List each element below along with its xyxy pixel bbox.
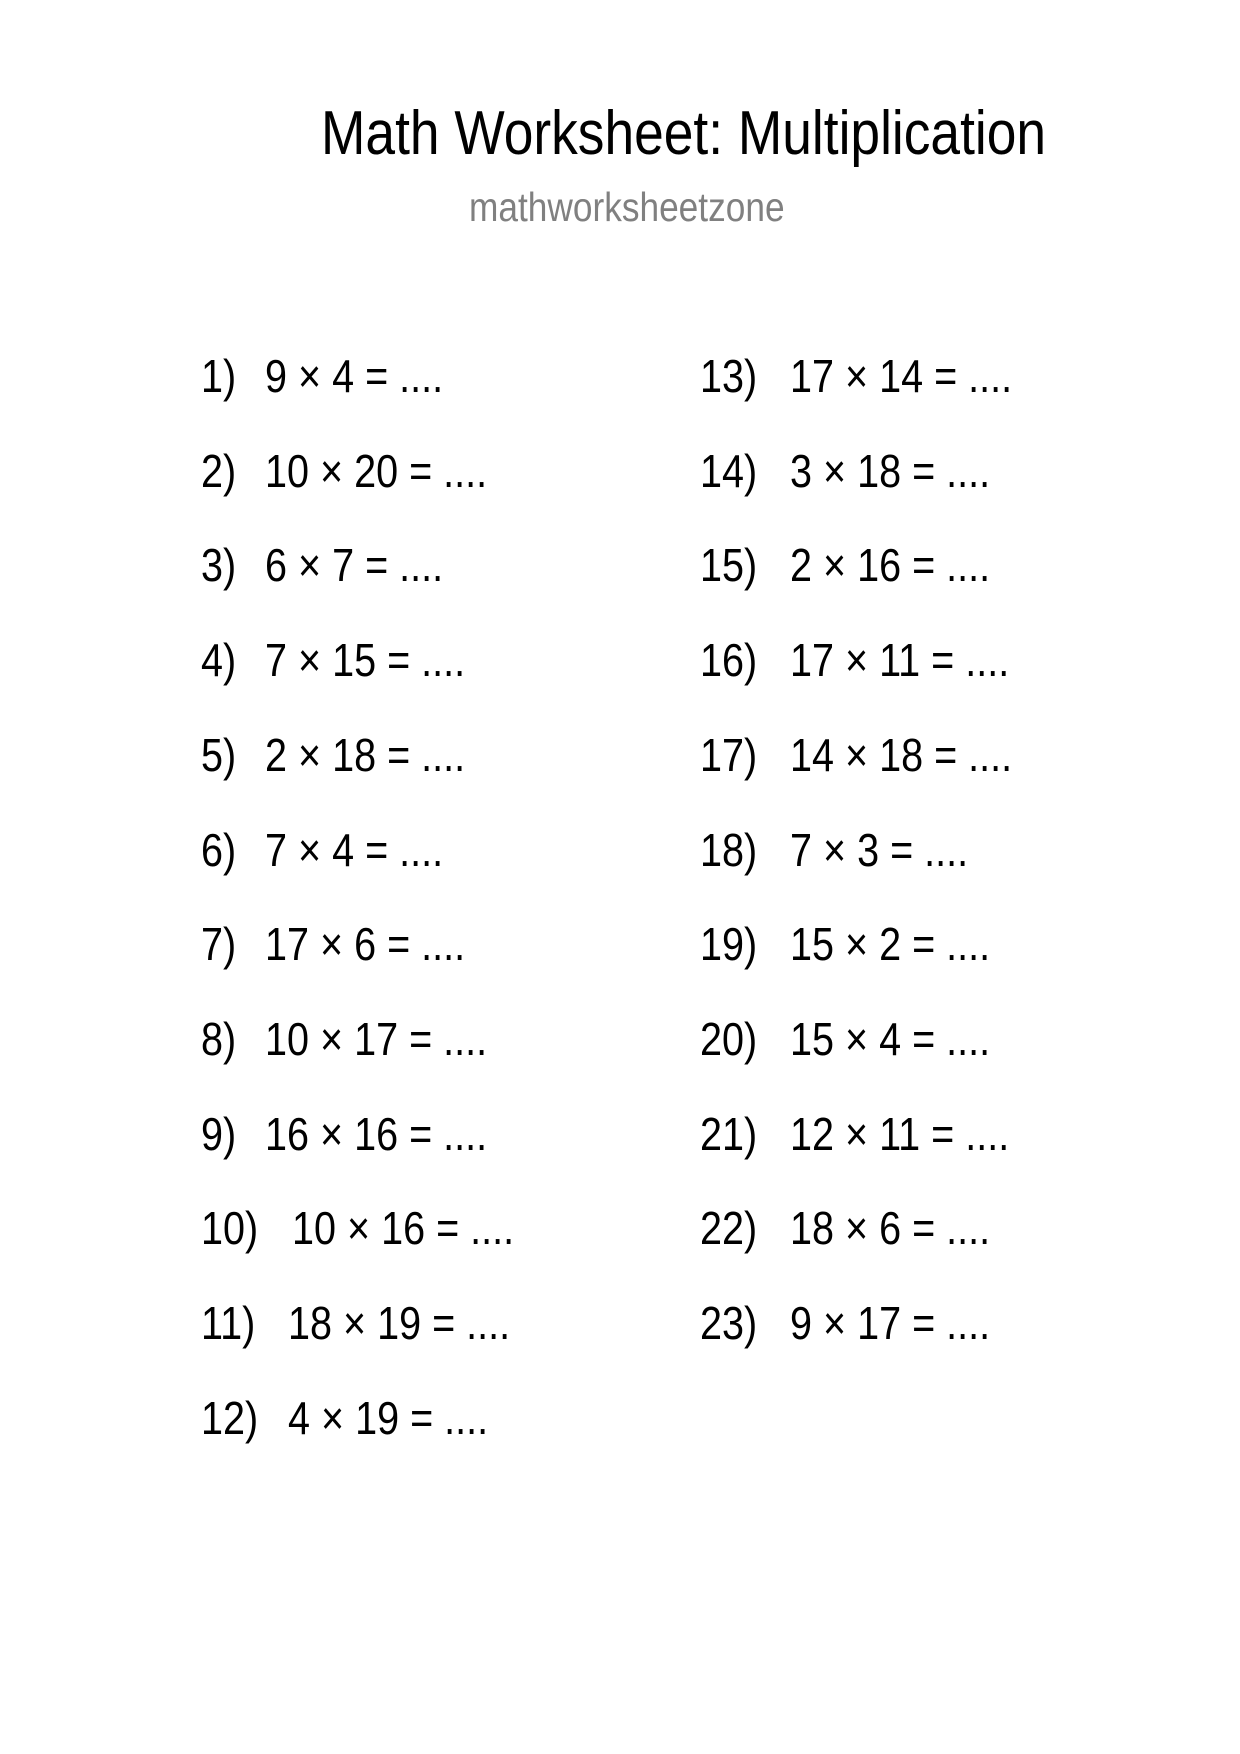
- problem-number: 20): [700, 1012, 758, 1065]
- problem-expression: 2 × 18 = ....: [265, 728, 466, 781]
- problem-number: 18): [700, 823, 758, 876]
- problem-expression: 7 × 3 = ....: [790, 823, 969, 876]
- problem-number: 7): [201, 918, 237, 971]
- problem-number: 4): [201, 634, 237, 687]
- problem-number: 14): [700, 444, 758, 497]
- problem-number: 21): [700, 1107, 758, 1160]
- problem-number: 15): [700, 539, 758, 592]
- problem-expression: 18 × 6 = ....: [790, 1202, 991, 1255]
- problem-expression: 9 × 4 = ....: [265, 350, 444, 402]
- problem-expression: 15 × 2 = ....: [790, 918, 991, 971]
- problem-number: 6): [201, 823, 237, 876]
- problem-expression: 3 × 18 = ....: [790, 444, 991, 497]
- problem-number: 19): [700, 918, 758, 971]
- problem-expression: 17 × 6 = ....: [265, 918, 466, 971]
- problem-expression: 14 × 18 = ....: [790, 728, 1013, 781]
- problem-expression: 15 × 4 = ....: [790, 1012, 991, 1065]
- problem-expression: 17 × 11 = ....: [790, 634, 1010, 687]
- problem-number: 11): [201, 1297, 256, 1349]
- page-title: Math Worksheet: Multiplication: [321, 99, 1047, 168]
- problem-expression: 10 × 16 = ....: [292, 1202, 515, 1255]
- problem-expression: 2 × 16 = ....: [790, 539, 991, 592]
- problem-expression: 7 × 15 = ....: [265, 634, 466, 687]
- problem-number: 23): [700, 1297, 758, 1349]
- problem-expression: 16 × 16 = ....: [265, 1107, 488, 1160]
- problem-expression: 6 × 7 = ....: [265, 539, 444, 592]
- problem-number: 17): [700, 728, 758, 781]
- problem-expression: 18 × 19 = ....: [288, 1297, 511, 1349]
- problem-number: 3): [201, 539, 237, 592]
- problem-number: 13): [700, 350, 758, 402]
- problem-number: 2): [201, 444, 237, 497]
- problem-number: 16): [700, 634, 758, 687]
- problem-expression: 4 × 19 = ....: [288, 1391, 489, 1444]
- problem-number: 10): [201, 1202, 259, 1255]
- problem-number: 22): [700, 1202, 758, 1255]
- problem-expression: 10 × 20 = ....: [265, 444, 488, 497]
- problem-number: 8): [201, 1012, 237, 1065]
- problem-number: 5): [201, 728, 237, 781]
- problem-expression: 7 × 4 = ....: [265, 823, 444, 876]
- problem-number: 12): [201, 1391, 259, 1444]
- problem-number: 9): [201, 1107, 237, 1160]
- site-subtitle: mathworksheetzone: [469, 184, 785, 230]
- problem-expression: 17 × 14 = ....: [790, 350, 1013, 402]
- problem-expression: 9 × 17 = ....: [790, 1297, 991, 1349]
- problem-expression: 12 × 11 = ....: [790, 1107, 1010, 1160]
- problem-number: 1): [201, 350, 237, 402]
- problem-expression: 10 × 17 = ....: [265, 1012, 488, 1065]
